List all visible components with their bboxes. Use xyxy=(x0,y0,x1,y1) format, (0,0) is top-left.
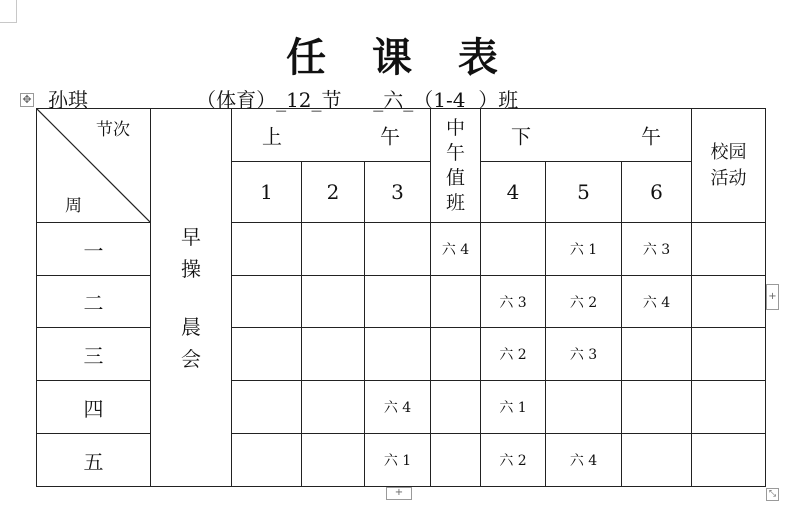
campus-cell[interactable] xyxy=(692,223,766,276)
period-3-header: 3 xyxy=(365,162,431,223)
weekday-cell: 二 xyxy=(37,276,151,328)
campus-cell[interactable] xyxy=(692,381,766,434)
class-cell[interactable] xyxy=(302,276,365,328)
class-cell[interactable] xyxy=(365,223,431,276)
class-cell[interactable]: 六 3 xyxy=(481,276,546,328)
period-6-header: 6 xyxy=(622,162,692,223)
class-cell[interactable] xyxy=(302,223,365,276)
class-cell[interactable]: 六 2 xyxy=(546,276,622,328)
period-1-header: 1 xyxy=(232,162,302,223)
class-cell[interactable]: 六 1 xyxy=(546,223,622,276)
class-cell[interactable] xyxy=(622,381,692,434)
class-cell[interactable] xyxy=(622,328,692,381)
afternoon-periods-header xyxy=(481,109,692,162)
noon-char-4: 班 xyxy=(446,191,466,214)
class-cell[interactable]: 六 2 xyxy=(481,434,546,487)
diagonal-line xyxy=(37,109,150,222)
morning-char-2: 操 xyxy=(181,256,201,281)
class-cell[interactable]: 六 1 xyxy=(365,434,431,487)
document-title: 任 课 表 xyxy=(286,35,514,81)
weekday-cell: 五 xyxy=(37,434,151,487)
period-2-header: 2 xyxy=(302,162,365,223)
class-cell[interactable] xyxy=(232,381,302,434)
class-cell[interactable]: 六 3 xyxy=(622,223,692,276)
move-icon[interactable]: ✥ xyxy=(20,93,34,107)
class-cell[interactable] xyxy=(365,276,431,328)
am-label-2: 午 xyxy=(380,124,401,149)
class-cell[interactable]: 六 4 xyxy=(365,381,431,434)
corner-header-cell xyxy=(37,109,151,223)
noon-duty-cell[interactable] xyxy=(431,328,481,381)
noon-duty-cell[interactable]: 六 4 xyxy=(431,223,481,276)
add-row-plus-icon[interactable]: + xyxy=(386,487,412,500)
class-cell[interactable]: 六 4 xyxy=(546,434,622,487)
class-cell[interactable] xyxy=(481,223,546,276)
campus-activity-header xyxy=(692,109,766,223)
campus-cell[interactable] xyxy=(692,276,766,328)
class-cell[interactable]: 六 2 xyxy=(481,328,546,381)
class-cell[interactable] xyxy=(365,328,431,381)
pm-label-1: 下 xyxy=(511,124,532,149)
campus-cell[interactable] xyxy=(692,434,766,487)
noon-char-1: 中 xyxy=(446,116,466,139)
class-cell[interactable] xyxy=(232,328,302,381)
class-cell[interactable]: 六 1 xyxy=(481,381,546,434)
campus-cell[interactable] xyxy=(692,328,766,381)
class-cell[interactable] xyxy=(232,276,302,328)
class-cell[interactable] xyxy=(622,434,692,487)
morning-char-3: 晨 xyxy=(181,314,201,339)
noon-duty-cell[interactable] xyxy=(431,381,481,434)
morning-exercise-cell xyxy=(151,109,232,487)
page-corner-mark xyxy=(0,0,17,23)
class-cell[interactable] xyxy=(232,223,302,276)
class-cell[interactable]: 六 4 xyxy=(622,276,692,328)
class-cell[interactable] xyxy=(302,434,365,487)
morning-char-4: 会 xyxy=(181,346,201,371)
morning-char-1: 早 xyxy=(181,224,201,249)
weekday-header-label: 周 xyxy=(65,196,82,216)
schedule-table xyxy=(36,108,766,487)
class-cell[interactable] xyxy=(302,328,365,381)
am-label-1: 上 xyxy=(262,124,282,149)
period-4-header: 4 xyxy=(481,162,546,223)
morning-periods-header xyxy=(232,109,431,162)
campus-label-1: 校园 xyxy=(710,141,747,163)
class-cell[interactable] xyxy=(302,381,365,434)
resize-icon[interactable]: ⤡ xyxy=(766,488,779,501)
noon-duty-cell[interactable] xyxy=(431,276,481,328)
noon-duty-header xyxy=(431,109,481,223)
weekday-cell: 一 xyxy=(37,223,151,276)
period-header-label: 节次 xyxy=(96,120,130,140)
teacher-info-line: 孙琪 （体育）_12_节 _六_（1-4 ）班 xyxy=(48,88,519,112)
weekday-cell: 四 xyxy=(37,381,151,434)
weekday-cell: 三 xyxy=(37,328,151,381)
pm-label-2: 午 xyxy=(641,124,662,149)
period-5-header: 5 xyxy=(546,162,622,223)
campus-label-2: 活动 xyxy=(710,167,747,189)
class-cell[interactable] xyxy=(546,381,622,434)
add-column-plus-icon[interactable]: + xyxy=(766,284,779,310)
noon-char-2: 午 xyxy=(446,141,466,164)
noon-char-3: 值 xyxy=(446,166,466,189)
noon-duty-cell[interactable] xyxy=(431,434,481,487)
class-cell[interactable] xyxy=(232,434,302,487)
class-cell[interactable]: 六 3 xyxy=(546,328,622,381)
